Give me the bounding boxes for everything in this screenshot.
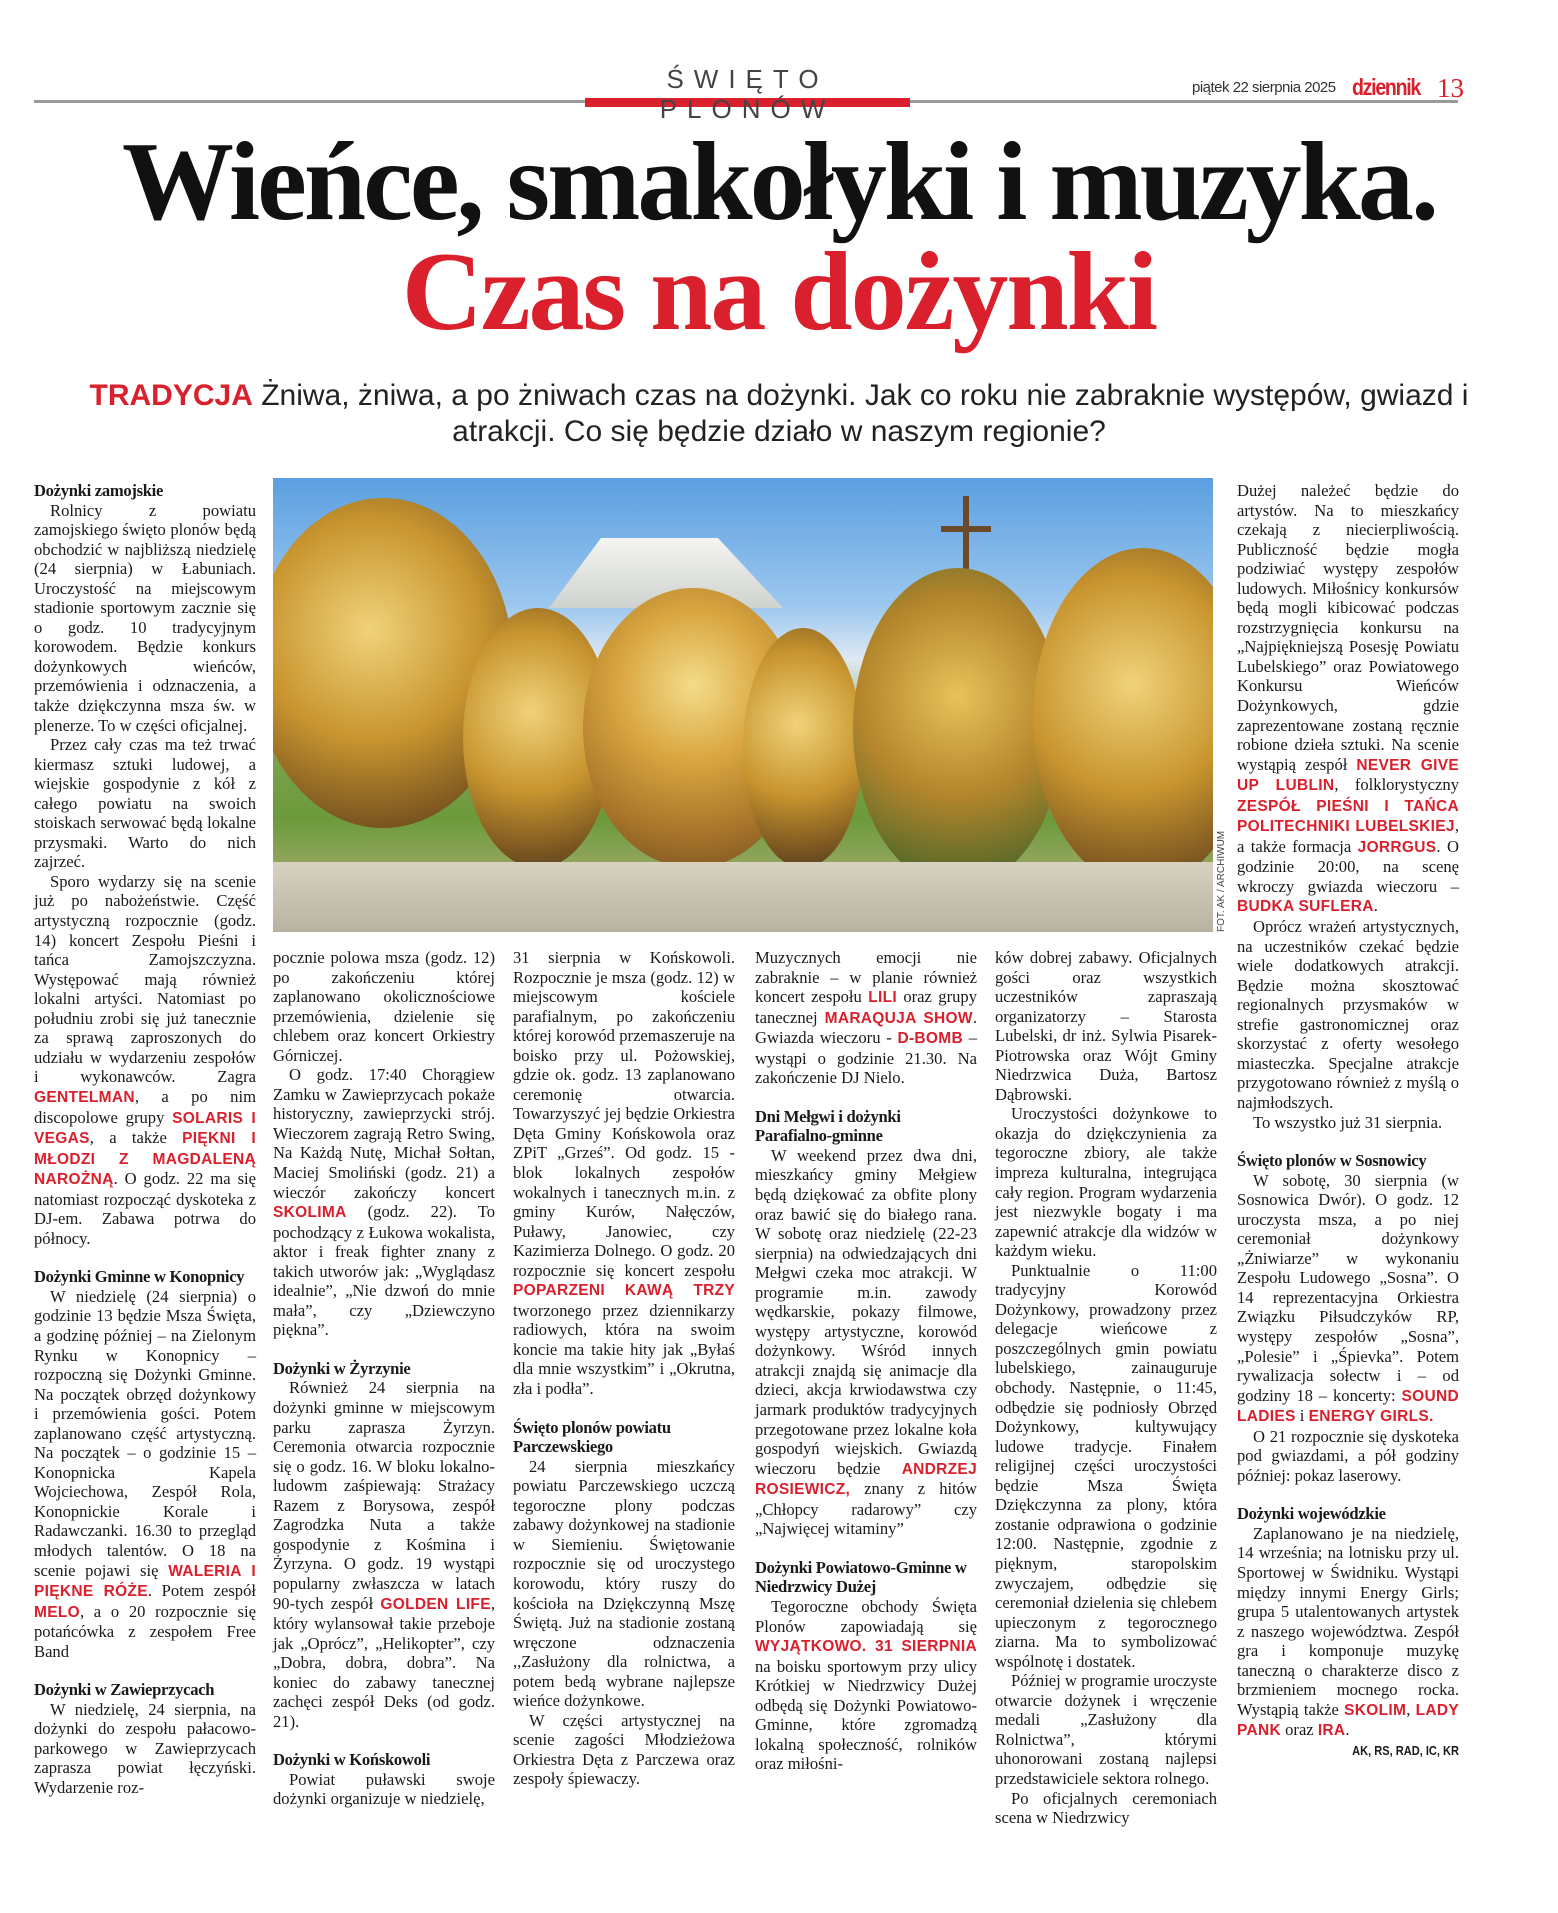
paragraph-text: W części artystycznej na scenie zagości Młodzieżowa Orkiestra Dęta z Parczewa oraz zespoły śpiewaczy.: [513, 1710, 735, 1789]
issue-date: piątek 22 sierpnia 2025: [1192, 79, 1336, 96]
paragraph: [995, 948, 1217, 1104]
performer-name: MARAQUJA SHOW: [824, 1009, 973, 1027]
performer-name: GOLDEN LIFE: [380, 1595, 491, 1613]
performer-name: SKOLIM: [1344, 1701, 1407, 1719]
article-column-6: [1237, 481, 1459, 1760]
paragraph-text: 31 sierpnia w Końskowoli. Rozpocznie je msza (godz. 12) w miejscowym kościele parafialnym, po zakończeniu której korowód przemaszeruje na boisko przy ul. Pożowskiej, gdzie ok. godz. 13 zaplanowano ceremonię otwarcia. Towarzyszyć jej będzie Orkiestra Dęta Gminy Końskowola oraz ZPiT „Grześ”. Od godz. 15 - blok lokalnych zespołów wokalnych i tanecznych m.in. z gminy Kurów, Nałęczów, Puławy, Janowiec, czy Kazimierza Dolnego. O godz. 20 rozpocznie się koncert zespołu: [513, 948, 735, 1280]
lead-text: Żniwa, żniwa, a po żniwach czas na dożynki. Jak co roku nie zabraknie występów, gwiazd i atrakcji. Co się będzie działo w naszym regionie?: [252, 379, 1469, 448]
newspaper-logo: dziennik: [1352, 74, 1421, 100]
paragraph: [755, 1146, 977, 1539]
paragraph: [513, 948, 735, 1399]
paragraph-text: na boisku sportowym przy ulicy Krótkiej w Niedrzwicy Dużej odbędą się Dożynki Powiatowo-Gminne, które zgromadzą lokalną społeczność, rolników oraz miłośni-: [755, 1656, 977, 1774]
performer-name: D-BOMB: [897, 1030, 963, 1048]
paragraph-text: 24 sierpnia mieszkańcy powiatu Parczewskiego uczczą tegoroczne plony podczas zabawy dożynkowej na stadionie w Siemieniu. Świętowanie rozpocznie się od uroczystego korowodu, który ruszy do kościoła na Dziękczynną Mszę Świętą. Już na stadionie zostaną wręczone odznaczenia ,,Zasłużony dla rolnictwa, a potem bedą wybrane najlepsze wieńce dożynkowe.: [513, 1456, 735, 1711]
paragraph: [995, 1261, 1217, 1671]
article-column-2: [273, 948, 495, 1809]
paragraph: [1237, 1524, 1459, 1741]
performer-name: POPARZENI KAWĄ TRZY: [513, 1282, 735, 1300]
paragraph-text: W weekend przez dwa dni, mieszkańcy gminy Mełgiew będą dziękować za obfite plony oraz bawić się do białego rana. W sobotę oraz niedzielę (22-23 sierpnia) na odwiedzających dni Mełgwi czeka moc atrakcji. W programie m.in. zawody wędkarskie, pokazy filmowe, występy artystyczne, korowód dożynkowy. Wśród innych atrakcji znajdą się animacje dla dzieci, akcja krwiodawstwa czy jarmark produktów tradycyjnych przegotowane przez lokalne koła gospodyń wiejskich. Gwiazdą wieczoru będzie: [755, 1145, 977, 1478]
subheading: Dożynki Powiatowo-Gminne w Niedrzwicy Dużej: [755, 1557, 967, 1597]
performer-name: GENTELMAN: [34, 1088, 135, 1106]
performer-name: MELO: [34, 1603, 80, 1621]
performer-name: NEVER GIVE UP LUBLIN: [1237, 756, 1459, 795]
paragraph-text: , a o 20 rozpocznie się potańcówka z zespołem Free Band: [34, 1601, 256, 1661]
paragraph-text: . Potem zespół: [147, 1581, 257, 1601]
paragraph: [1237, 1171, 1459, 1427]
paragraph: [273, 1770, 495, 1809]
paragraph-text: Dużej należeć będzie do artystów. Na to mieszkańcy czekają z niecierpliwością. Publiczność będzie mogła podziwiać występy zespołów ludowych. Miłośnicy konkursów będą mogli kibicować podczas rozstrzygnięcia konkursu na „Najpiękniejszą Posesję Powiatu Lubelskiego” oraz Powiatowego Konkursu Wieńców Dożynkowych, gdzie zaprezentowane zostaną ręcznie robione dzieła sztuki. Na scenie wystąpią zespół: [1237, 481, 1459, 774]
subheading: Dożynki w Końskowoli: [273, 1750, 431, 1770]
paragraph: [1237, 917, 1459, 1112]
paragraph-text: Sporo wydarzy się na scenie już po nabożeństwie. Część artystyczną rozpocznie (godz. 14) koncert Zespołu Pieśni i tańca Zamojszczyzna. Występować mają również lokalni artyści. Natomiast po południu zrobi się już tanecznie za sprawą zaproszonych do udziału w wydarzeniu zespołów i wykonawców. Zagra: [34, 871, 256, 1087]
subheading: Święto plonów w Sosnowicy: [1237, 1151, 1427, 1171]
paragraph-text: Później w programie uroczyste otwarcie dożynek i wręczenie medali „Zasłużony dla Rolnictwa”, którymi uhonorowani zostaną najlepsi przedstawiciele sektora rolnego.: [995, 1671, 1217, 1788]
paragraph-text: ,: [1406, 1699, 1416, 1719]
paragraph-text: Przez cały czas ma też trwać kiermasz sztuki ludowej, a wiejskie gospodynie z kół z całego powiatu na swoich stoiskach serwować będą lokalne przysmaki. Warto do nich zajrzeć.: [34, 735, 256, 872]
paragraph-text: W niedzielę (24 sierpnia) o godzinie 13 będzie Msza Święta, a godzinę później – na Zielonym Rynku w Konopnicy – rozpoczną się Dożynki Gminne. Na początek obrzęd dożynkowy i przemówienia gości. Potem zaplanowano część artystyczną. Na początek – o godzinie 15 – Konopnicka Kapela Wojciechowa, Zespół Rola, Konopnickie Korale i Radawczanki. 16.30 to przegląd młodych talentów. O 18 na scenie pojawi się: [34, 1286, 256, 1580]
paragraph: [273, 948, 495, 1065]
subheading: Święto plonów powiatu Parczewskiego: [513, 1417, 671, 1457]
performer-name: SOLARIS I VEGAS: [34, 1109, 256, 1148]
page-number: 13: [1437, 73, 1464, 103]
section-label: ŚWIĘTO PLONÓW: [659, 64, 836, 124]
paragraph-text: Oprócz wrażeń artystycznych, na uczestników czekać będzie wiele dodatkowych atrakcji. Będzie można skosztować regionalnych przysmaków w strefie gastronomicznej oraz skorzystać z oferty wesołego miasteczka. Specjalne atrakcje przygotowano również z myślą o najmłodszych.: [1237, 917, 1459, 1112]
paragraph-text: Również 24 sierpnia na dożynki gminne w miejscowym parku zaprasza Żyrzyn. Ceremonia otwarcia rozpocznie się o godz. 16. W bloku lokalno-ludowm zaśpiewają: Strażacy Razem z Borysowa, zespół Zagrodzka Nuta a także gospodynie z Kośmina i Żyrzyna. O godz. 19 wystąpi popularny zwłaszcza w latach 90-tych zespół: [273, 1378, 495, 1613]
subheading: Dożynki w Żyrzynie: [273, 1358, 411, 1378]
paragraph-text: , który wylansował takie przeboje jak „Oprócz”, „Helikopter”, czy „Dobra, dobra, dobra”. Na koniec do zabawy tanecznej zachęci zespół Deks (od godz. 21).: [273, 1593, 495, 1731]
paragraph: [513, 1711, 735, 1789]
performer-name: WALERIA I PIĘKNE RÓŻE: [34, 1562, 256, 1601]
paragraph-text: . O godz. 22 ma się natomiast rozpocząć dyskoteka z DJ-em. Zabawa potrwa do północy.: [34, 1169, 256, 1248]
paragraph-text: Po oficjalnych ceremoniach scena w Niedrzwicy: [995, 1788, 1217, 1828]
article-column-1: [34, 481, 256, 1798]
subheading: Dożynki Gminne w Konopnicy: [34, 1267, 245, 1287]
subheading: Dni Mełgwi i dożynki Parafialno-gminne: [755, 1106, 901, 1146]
paragraph: [273, 1065, 495, 1340]
paragraph-text: oraz grupy tanecznej: [755, 987, 977, 1027]
photo-wreath: [853, 568, 1063, 888]
paragraph-text: oraz: [1280, 1720, 1318, 1740]
paragraph-text: ków dobrej zabawy. Oficjalnych gości oraz wszystkich uczestników zapraszają organizatorzy – Starosta Lubelski, dr inż. Sylwia Pisarek-Piotrowska oraz Wójt Gminy Niedrzwica Duża, Bartosz Dąbrowski.: [995, 948, 1217, 1104]
performer-name: PIĘKNI I MŁODZI Z MAGDALENĄ NAROŻNĄ: [34, 1130, 256, 1189]
performer-name: IRA: [1317, 1722, 1346, 1740]
photo-wreath: [743, 628, 863, 868]
performer-name: ANDRZEJ ROSIEWICZ,: [755, 1460, 977, 1499]
paragraph-text: Uroczystości dożynkowe to okazja do dziękczynienia za tegoroczne zbiory, ale także impreza kulturalna, integrująca cały region. Program wydarzenia jest niezwykle bogaty i ma zapewnić atrakcje dla widzów w każdym wieku.: [995, 1104, 1217, 1261]
paragraph: [995, 1104, 1217, 1260]
paragraph: [755, 1597, 977, 1774]
performer-name: ZESPÓŁ PIEŚNI I TAŃCA POLITECHNIKI LUBELSKIEJ: [1237, 797, 1459, 836]
paragraph: [34, 1287, 256, 1661]
lead-kicker: TRADYCJA: [89, 379, 253, 412]
paragraph-text: Rolnicy z powiatu zamojskiego święto plonów będą obchodzić w najbliższą niedzielę (24 sierpnia) w Łabuniach. Uroczystość na miejscowym stadionie sportowym zacznie się o godz. 10 tradycyjnym korowodem. Będzie konkurs dożynkowych wieńców, przemówienia i odznaczenia, a także dziękczynna msza św. w plenerze. To w części oficjalnej.: [34, 500, 256, 735]
paragraph-text: i: [1295, 1406, 1309, 1426]
paragraph-text: , a także: [89, 1128, 183, 1148]
article-column-4: [755, 948, 977, 1774]
photo-credit: FOT. AK / ARCHIWUM: [1216, 830, 1227, 932]
paragraph-text: . O godzinie 20:00, na scenę wkroczy gwiazda wieczoru –: [1237, 836, 1459, 896]
photo-table: [273, 862, 1213, 932]
subheading: Dożynki wojewódzkie: [1237, 1504, 1386, 1524]
paragraph-text: (godz. 22). To pochodzący z Łukowa wokalista, aktor i freak fighter znany z takich utworów jak: „Wyglądasz idealnie”, „Nie dzwoń do mnie mała”, czy „Dziewczyno piękna”.: [273, 1202, 495, 1340]
paragraph: [34, 735, 256, 872]
paragraph-text: , a także formacja: [1237, 816, 1459, 856]
paragraph-text: O godz. 17:40 Chorągiew Zamku w Zawieprzycach pokaże historyczny, zawieprzycki strój. Wieczorem zagrają Retro Swing, Na Każdą Nutę, Michał Sołtan, Maciej Smoliński (godz. 21) a wieczór zakończy koncert: [273, 1065, 495, 1202]
paragraph-text: .: [1373, 896, 1378, 916]
performer-name: LADY PANK: [1237, 1701, 1460, 1740]
paragraph: [1237, 481, 1459, 917]
paragraph-text: W niedzielę, 24 sierpnia, na dożynki do zespołu pałacowo-parkowego w Zawieprzycach zaprasza powiat łęczyński. Wydarzenie roz-: [34, 1699, 256, 1797]
paragraph-text: pocznie polowa msza (godz. 12) po zakończeniu której zaplanowano okolicznościowe przemówienia, dzielenie się chlebem oraz koncert Orkiestry Górniczej.: [273, 948, 495, 1065]
paragraph: [34, 872, 256, 1248]
paragraph: [995, 1789, 1217, 1828]
lead: [40, 378, 1518, 450]
paragraph-text: Powiat puławski swoje dożynki organizuje w niedzielę,: [273, 1769, 495, 1809]
performer-name: BUDKA SUFLERA: [1237, 898, 1374, 916]
paragraph-text: W sobotę, 30 sierpnia (w Sosnowica Dwór). O godz. 12 uroczysta msza, a po niej ceremoniał dożynkowy „Żniwiarze” w wykonaniu Zespołu Ludowego „Sosna”. O 14 reprezentacyjna Orkiestra Związku Piłsudczyków RP, występy zespołów „Sosna”, „Polesie” i „Śpievka”. Potem rywalizacja sołectw i – od godziny 18 – koncerty:: [1237, 1170, 1459, 1405]
paragraph-text: .: [1345, 1720, 1350, 1740]
performer-name: ENERGY GIRLS.: [1308, 1408, 1434, 1426]
subheading: Dożynki w Zawieprzycach: [34, 1680, 215, 1700]
paragraph: [513, 1457, 735, 1711]
paragraph: [755, 948, 977, 1088]
performer-name: SKOLIMA: [273, 1204, 347, 1222]
article-column-5: [995, 948, 1217, 1828]
paragraph: [995, 1671, 1217, 1788]
paragraph: [1237, 1113, 1459, 1133]
performer-name: JORRGUS: [1357, 838, 1437, 856]
headline-line1: Wieńce, smakołyki i muzyka.: [122, 120, 1436, 244]
paragraph-text: Punktualnie o 11:00 tradycyjny Korowód Dożynkowy, prowadzony przez delegacje wieńcowe z poszczególnych gmin powiatu lubelskiego, zainauguruje obchody. Następnie, o 11:45, odbędzie się podniosły Obrzęd Dożynkowy, kultywujący ludowe tradycje. Finałem religijnej części uroczystości będzie Msza Święta Dziękczynna za plony, która zostanie odprawiona o godzinie 12:00. Następnie, zgodnie z pięknym, staropolskim zwyczajem, odbędzie się ceremoniał dzielenia się chlebem upieczonym z tegorocznego ziarna. Ma to symbolizować wspólnotę i dostatek.: [995, 1260, 1217, 1671]
paragraph: [34, 501, 256, 736]
headline-line2: Czas na dożynki: [401, 230, 1157, 354]
paragraph: [34, 1700, 256, 1798]
paragraph-text: Zaplanowano je na niedzielę, 14 września; na lotnisku przy ul. Sportowej w Świdniku. Wystąpi między innymi Energy Girls; grupa 5 utalentowanych artystek z naszego województwa. Zespół gra i komponuje muzykę taneczną o charakterze disco z brzmieniem mocnego rocka. Wystąpią także: [1237, 1523, 1459, 1719]
paragraph-text: znany z hitów „Chłopcy radarowy” czy „Najwięcej witaminy”: [755, 1479, 977, 1539]
photo-wreath: [1033, 548, 1213, 888]
paragraph-text: – wystąpi o godzinie 21.30. Na zakończenie DJ Nielo.: [755, 1028, 977, 1088]
paragraph-text: Muzycznych emocji nie zabraknie – w planie również koncert zespołu: [755, 948, 977, 1007]
paragraph-text: , folklorystyczny: [1334, 775, 1459, 795]
article-column-3: [513, 948, 735, 1789]
paragraph-text: , a po nim discopolowe grupy: [34, 1086, 256, 1127]
paragraph-text: Tegoroczne obchody Święta Plonów zapowiadają się: [755, 1596, 977, 1636]
performer-name: LILI: [868, 989, 897, 1007]
harvest-wreaths-photo: [273, 478, 1213, 932]
paragraph-text: tworzonego przez dziennikarzy radiowych, która na swoim koncie ma takie hity jak „Byłaś dla mnie wszystkim” i „Okrutna, zła i podła”.: [513, 1300, 735, 1399]
paragraph-text: To wszystko już 31 sierpnia.: [1253, 1112, 1443, 1132]
paragraph-text: . Gwiazda wieczoru -: [755, 1007, 977, 1048]
paragraph: [1237, 1427, 1459, 1486]
paragraph: [273, 1378, 495, 1731]
paragraph-text: O 21 rozpocznie się dyskoteka pod gwiazdami, a pół godziny później: pokaz laserowy.: [1237, 1426, 1459, 1485]
subheading: Dożynki zamojskie: [34, 481, 164, 500]
author-initials: AK, RS, RAD, IC, KR: [1352, 1742, 1459, 1758]
performer-name: SOUND LADIES: [1237, 1387, 1459, 1426]
performer-name: WYJĄTKOWO. 31 SIERPNIA: [755, 1638, 977, 1656]
